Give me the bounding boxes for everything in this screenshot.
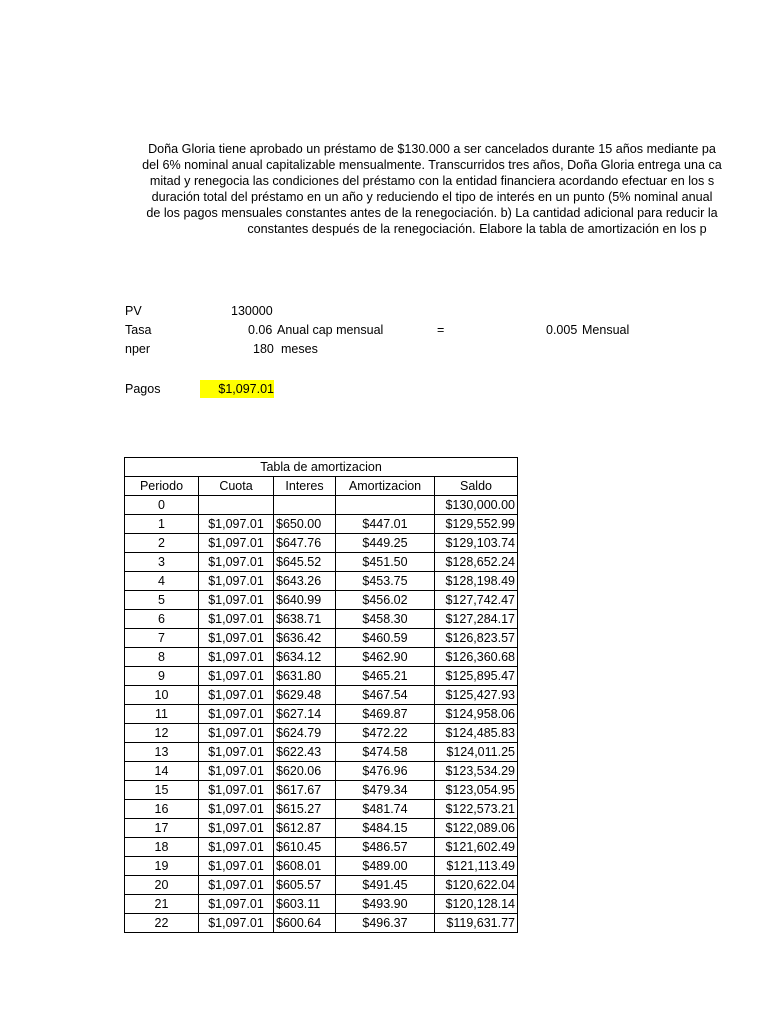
- cell-saldo[interactable]: $126,823.57: [435, 629, 518, 648]
- cell-cuota[interactable]: $1,097.01: [199, 705, 274, 724]
- pagos-value[interactable]: $1,097.01: [200, 380, 274, 398]
- cell-amortizacion[interactable]: $474.58: [336, 743, 435, 762]
- cell-cuota[interactable]: $1,097.01: [199, 743, 274, 762]
- cell-interes[interactable]: $600.64: [274, 914, 336, 933]
- table-row: [125, 648, 518, 667]
- cell-saldo[interactable]: $129,552.99: [435, 515, 518, 534]
- cell-interes[interactable]: $640.99: [274, 591, 336, 610]
- cell-amortizacion[interactable]: $462.90: [336, 648, 435, 667]
- cell-saldo[interactable]: $128,652.24: [435, 553, 518, 572]
- cell-amortizacion[interactable]: $484.15: [336, 819, 435, 838]
- cell-periodo[interactable]: 19: [125, 857, 199, 876]
- cell-amortizacion[interactable]: $451.50: [336, 553, 435, 572]
- cell-interes[interactable]: $647.76: [274, 534, 336, 553]
- cell-amortizacion[interactable]: $467.54: [336, 686, 435, 705]
- cell-cuota[interactable]: $1,097.01: [199, 667, 274, 686]
- cell-periodo[interactable]: 17: [125, 819, 199, 838]
- cell-periodo[interactable]: 16: [125, 800, 199, 819]
- table-row: [125, 496, 518, 515]
- cell-interes[interactable]: $605.57: [274, 876, 336, 895]
- cell-cuota[interactable]: $1,097.01: [199, 553, 274, 572]
- cell-amortizacion[interactable]: $472.22: [336, 724, 435, 743]
- table-row: [125, 876, 518, 895]
- cell-interes[interactable]: $615.27: [274, 800, 336, 819]
- cell-saldo[interactable]: $124,958.06: [435, 705, 518, 724]
- cell-interes[interactable]: [274, 496, 336, 515]
- cell-saldo[interactable]: $130,000.00: [435, 496, 518, 515]
- table-row: [125, 743, 518, 762]
- cell-cuota[interactable]: $1,097.01: [199, 686, 274, 705]
- table-header-row: [125, 477, 518, 496]
- cell-amortizacion[interactable]: $486.57: [336, 838, 435, 857]
- cell-cuota[interactable]: $1,097.01: [199, 572, 274, 591]
- table-row: [125, 629, 518, 648]
- table-row: [125, 667, 518, 686]
- cell-saldo[interactable]: $124,011.25: [435, 743, 518, 762]
- cell-saldo[interactable]: $129,103.74: [435, 534, 518, 553]
- cell-cuota[interactable]: $1,097.01: [199, 724, 274, 743]
- cell-saldo[interactable]: $120,622.04: [435, 876, 518, 895]
- cell-interes[interactable]: $610.45: [274, 838, 336, 857]
- cell-amortizacion[interactable]: $491.45: [336, 876, 435, 895]
- cell-periodo[interactable]: 4: [125, 572, 199, 591]
- cell-interes[interactable]: $643.26: [274, 572, 336, 591]
- table-title: Tabla de amortizacion: [125, 458, 518, 477]
- cell-cuota[interactable]: $1,097.01: [199, 781, 274, 800]
- cell-saldo[interactable]: $127,284.17: [435, 610, 518, 629]
- table-row: [125, 705, 518, 724]
- cell-amortizacion[interactable]: $456.02: [336, 591, 435, 610]
- column-header-saldo: Saldo: [435, 477, 518, 496]
- cell-cuota[interactable]: $1,097.01: [199, 895, 274, 914]
- table-row: [125, 686, 518, 705]
- cell-amortizacion[interactable]: $458.30: [336, 610, 435, 629]
- cell-interes[interactable]: $629.48: [274, 686, 336, 705]
- cell-interes[interactable]: $636.42: [274, 629, 336, 648]
- table-row: [125, 572, 518, 591]
- table-row: [125, 534, 518, 553]
- cell-cuota[interactable]: $1,097.01: [199, 857, 274, 876]
- cell-interes[interactable]: $634.12: [274, 648, 336, 667]
- table-row: [125, 838, 518, 857]
- cell-cuota[interactable]: $1,097.01: [199, 629, 274, 648]
- cell-periodo[interactable]: 20: [125, 876, 199, 895]
- cell-periodo[interactable]: 18: [125, 838, 199, 857]
- cell-interes[interactable]: $622.43: [274, 743, 336, 762]
- table-row: [125, 800, 518, 819]
- nper-unit: meses: [281, 342, 318, 356]
- problem-line: de los pagos mensuales constantes antes de la renegociación. b) La cantidad adicional para reducir la: [146, 206, 718, 220]
- cell-saldo[interactable]: $121,602.49: [435, 838, 518, 857]
- problem-line: constantes después de la renegociación. Elabore la tabla de amortización en los p: [247, 222, 707, 236]
- cell-saldo[interactable]: $119,631.77: [435, 914, 518, 933]
- cell-interes[interactable]: $627.14: [274, 705, 336, 724]
- cell-periodo[interactable]: 11: [125, 705, 199, 724]
- column-header-amortizacion: Amortizacion: [336, 477, 435, 496]
- cell-interes[interactable]: $617.67: [274, 781, 336, 800]
- cell-interes[interactable]: $612.87: [274, 819, 336, 838]
- cell-amortizacion[interactable]: $489.00: [336, 857, 435, 876]
- cell-interes[interactable]: $631.80: [274, 667, 336, 686]
- problem-statement: [96, 141, 768, 237]
- table-title-row: [125, 458, 518, 477]
- table-row: [125, 895, 518, 914]
- cell-amortizacion[interactable]: $493.90: [336, 895, 435, 914]
- cell-amortizacion[interactable]: $447.01: [336, 515, 435, 534]
- cell-interes[interactable]: $620.06: [274, 762, 336, 781]
- cell-cuota[interactable]: $1,097.01: [199, 762, 274, 781]
- cell-cuota[interactable]: $1,097.01: [199, 819, 274, 838]
- cell-cuota[interactable]: $1,097.01: [199, 914, 274, 933]
- cell-cuota[interactable]: $1,097.01: [199, 876, 274, 895]
- cell-cuota[interactable]: $1,097.01: [199, 800, 274, 819]
- tasa-monthly-value[interactable]: 0.005: [546, 323, 578, 337]
- tasa-value[interactable]: 0.06: [248, 323, 273, 337]
- cell-periodo[interactable]: 12: [125, 724, 199, 743]
- table-body: [125, 496, 518, 933]
- cell-saldo[interactable]: $123,054.95: [435, 781, 518, 800]
- cell-amortizacion[interactable]: $449.25: [336, 534, 435, 553]
- column-header-periodo: Periodo: [125, 477, 199, 496]
- cell-cuota[interactable]: $1,097.01: [199, 610, 274, 629]
- cell-periodo[interactable]: 13: [125, 743, 199, 762]
- tasa-label: Tasa: [125, 323, 152, 337]
- cell-saldo[interactable]: $125,427.93: [435, 686, 518, 705]
- cell-saldo[interactable]: $127,742.47: [435, 591, 518, 610]
- cell-periodo[interactable]: 5: [125, 591, 199, 610]
- cell-amortizacion[interactable]: $453.75: [336, 572, 435, 591]
- cell-amortizacion[interactable]: $496.37: [336, 914, 435, 933]
- cell-saldo[interactable]: $128,198.49: [435, 572, 518, 591]
- table-row: [125, 515, 518, 534]
- table-row: [125, 724, 518, 743]
- pagos-label: Pagos: [125, 382, 161, 396]
- cell-periodo[interactable]: 9: [125, 667, 199, 686]
- problem-line: duración total del préstamo en un año y reduciendo el tipo de interés en un punto (5% nominal anual: [151, 190, 713, 204]
- column-header-cuota: Cuota: [199, 477, 274, 496]
- tasa-monthly-desc: Mensual: [582, 323, 630, 337]
- problem-line: Doña Gloria tiene aprobado un préstamo de $130.000 a ser cancelados durante 15 años mediante pa: [148, 142, 716, 156]
- pv-value[interactable]: 130000: [231, 304, 273, 318]
- cell-periodo[interactable]: 3: [125, 553, 199, 572]
- cell-amortizacion[interactable]: $481.74: [336, 800, 435, 819]
- problem-line: mitad y renegocia las condiciones del préstamo con la entidad financiera acordando efectuar en los s: [149, 174, 715, 188]
- cell-saldo[interactable]: $122,573.21: [435, 800, 518, 819]
- cell-periodo[interactable]: 2: [125, 534, 199, 553]
- pv-label: PV: [125, 304, 142, 318]
- cell-saldo[interactable]: $124,485.83: [435, 724, 518, 743]
- column-header-interes: Interes: [274, 477, 336, 496]
- cell-periodo[interactable]: 1: [125, 515, 199, 534]
- cell-periodo[interactable]: 15: [125, 781, 199, 800]
- cell-saldo[interactable]: $122,089.06: [435, 819, 518, 838]
- problem-line: del 6% nominal anual capitalizable mensualmente. Transcurridos tres años, Doña Gloria entrega una ca: [142, 158, 722, 172]
- cell-periodo[interactable]: 22: [125, 914, 199, 933]
- cell-periodo[interactable]: 6: [125, 610, 199, 629]
- nper-value[interactable]: 180: [253, 342, 274, 356]
- cell-amortizacion[interactable]: $469.87: [336, 705, 435, 724]
- nper-label: nper: [125, 342, 151, 356]
- cell-interes[interactable]: $624.79: [274, 724, 336, 743]
- cell-cuota[interactable]: [199, 496, 274, 515]
- cell-saldo[interactable]: $120,128.14: [435, 895, 518, 914]
- cell-interes[interactable]: $645.52: [274, 553, 336, 572]
- cell-saldo[interactable]: $126,360.68: [435, 648, 518, 667]
- equals-sign: =: [437, 323, 445, 337]
- table-row: [125, 553, 518, 572]
- cell-cuota[interactable]: $1,097.01: [199, 515, 274, 534]
- cell-periodo[interactable]: 14: [125, 762, 199, 781]
- amortization-table: [124, 457, 518, 933]
- cell-amortizacion[interactable]: [336, 496, 435, 515]
- cell-cuota[interactable]: $1,097.01: [199, 591, 274, 610]
- table-row: [125, 781, 518, 800]
- cell-amortizacion[interactable]: $460.59: [336, 629, 435, 648]
- cell-saldo[interactable]: $123,534.29: [435, 762, 518, 781]
- tasa-desc: Anual cap mensual: [277, 323, 384, 337]
- table-row: [125, 762, 518, 781]
- cell-cuota[interactable]: $1,097.01: [199, 648, 274, 667]
- cell-periodo[interactable]: 7: [125, 629, 199, 648]
- cell-periodo[interactable]: 8: [125, 648, 199, 667]
- table-row: [125, 857, 518, 876]
- table-row: [125, 914, 518, 933]
- cell-amortizacion[interactable]: $479.34: [336, 781, 435, 800]
- cell-saldo[interactable]: $121,113.49: [435, 857, 518, 876]
- cell-periodo[interactable]: 10: [125, 686, 199, 705]
- table-row: [125, 610, 518, 629]
- cell-interes[interactable]: $650.00: [274, 515, 336, 534]
- cell-interes[interactable]: $608.01: [274, 857, 336, 876]
- cell-cuota[interactable]: $1,097.01: [199, 534, 274, 553]
- cell-saldo[interactable]: $125,895.47: [435, 667, 518, 686]
- cell-interes[interactable]: $603.11: [274, 895, 336, 914]
- cell-amortizacion[interactable]: $476.96: [336, 762, 435, 781]
- cell-cuota[interactable]: $1,097.01: [199, 838, 274, 857]
- cell-periodo[interactable]: 0: [125, 496, 199, 515]
- table-row: [125, 591, 518, 610]
- cell-amortizacion[interactable]: $465.21: [336, 667, 435, 686]
- cell-periodo[interactable]: 21: [125, 895, 199, 914]
- table-row: [125, 819, 518, 838]
- cell-interes[interactable]: $638.71: [274, 610, 336, 629]
